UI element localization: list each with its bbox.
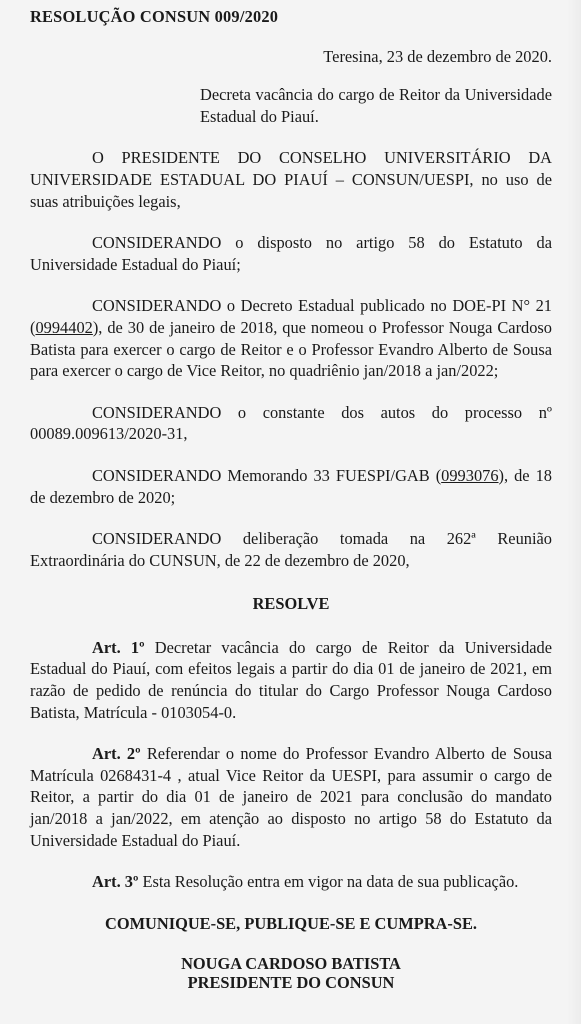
- date-line: Teresina, 23 de dezembro de 2020.: [323, 46, 552, 66]
- signer-name: NOUGA CARDOSO BATISTA: [181, 954, 401, 974]
- consider-2-text-b: ), de 30 de janeiro de 2018, que nomeou o Professor Nouga Cardoso Batista para exercer o cargo de Reitor e o Professor Evandro Alberto de Sousa para exercer o cargo de Vice Reitor, no quadriênio jan/2018 a jan/2022;: [30, 317, 552, 381]
- article-3: [30, 871, 552, 893]
- article-2-label: Art. 2º: [92, 744, 141, 764]
- article-2-text: Referendar o nome do Professor Evandro Alberto de Sousa Matrícula 0268431-4 , atual Vice Reitor da UESPI, para assumir o cargo de Reitor, a partir do dia 01 de janeiro de 2021 para conclusão do mandato jan/2018 a jan/2022, em atenção ao disposto no artigo 58 do Estatuto da Universidade Estadual do Piauí.: [30, 744, 552, 850]
- consider-3: CONSIDERANDO o constante dos autos do processo nº 00089.009613/2020-31,: [30, 402, 552, 444]
- consider-4-text-b: ), de 18 de dezembro de 2020;: [30, 465, 552, 507]
- article-3-label: Art. 3º: [92, 872, 139, 892]
- article-1: [30, 637, 552, 723]
- consider-5: CONSIDERANDO deliberação tomada na 262ª Reunião Extraordinária do CUNSUN, de 22 de dezembro de 2020,: [30, 529, 552, 570]
- article-3-text: Esta Resolução entra em vigor na data de sua publicação.: [138, 872, 519, 892]
- consider-2-text-a: CONSIDERANDO o Decreto Estadual publicado no DOE-PI N° 21 (: [30, 296, 552, 337]
- document-column: [30, 6, 552, 992]
- article-1-label: Art. 1º: [92, 637, 145, 657]
- consider-4: [30, 465, 552, 508]
- doc-link-0993076[interactable]: 0993076: [441, 465, 499, 485]
- ementa: Decreta vacância do cargo de Reitor da Universidade Estadual do Piauí.: [200, 85, 552, 126]
- doc-link-0994402[interactable]: 0994402: [35, 317, 93, 337]
- consider-4-text-a: CONSIDERANDO Memorando 33 FUESPI/GAB (: [92, 465, 442, 485]
- resolution-title: RESOLUÇÃO CONSUN 009/2020: [30, 7, 279, 26]
- preamble: O PRESIDENTE DO CONSELHO UNIVERSITÁRIO DA UNIVERSIDADE ESTADUAL DO PIAUÍ – CONSUN/UESPI, no uso de suas atribuições legais,: [30, 148, 552, 211]
- closing-formula: COMUNIQUE-SE, PUBLIQUE-SE E CUMPRA-SE.: [104, 913, 477, 933]
- article-2: [30, 743, 552, 851]
- page-edge-dots: [574, 470, 577, 970]
- article-1-text: Decretar vacância do cargo de Reitor da Universidade Estadual do Piauí, com efeitos legais a partir do dia 01 de janeiro de 2021, em razão de pedido de renúncia do titular do Cargo Professor Nouga Cardoso Batista, Matrícula - 0103054-0.: [30, 637, 553, 722]
- consider-2: [30, 295, 552, 381]
- resolve-heading: RESOLVE: [252, 594, 330, 614]
- signer-role: PRESIDENTE DO CONSUN: [187, 973, 395, 993]
- consider-1: CONSIDERANDO o disposto no artigo 58 do Estatuto da Universidade Estadual do Piauí;: [30, 233, 552, 274]
